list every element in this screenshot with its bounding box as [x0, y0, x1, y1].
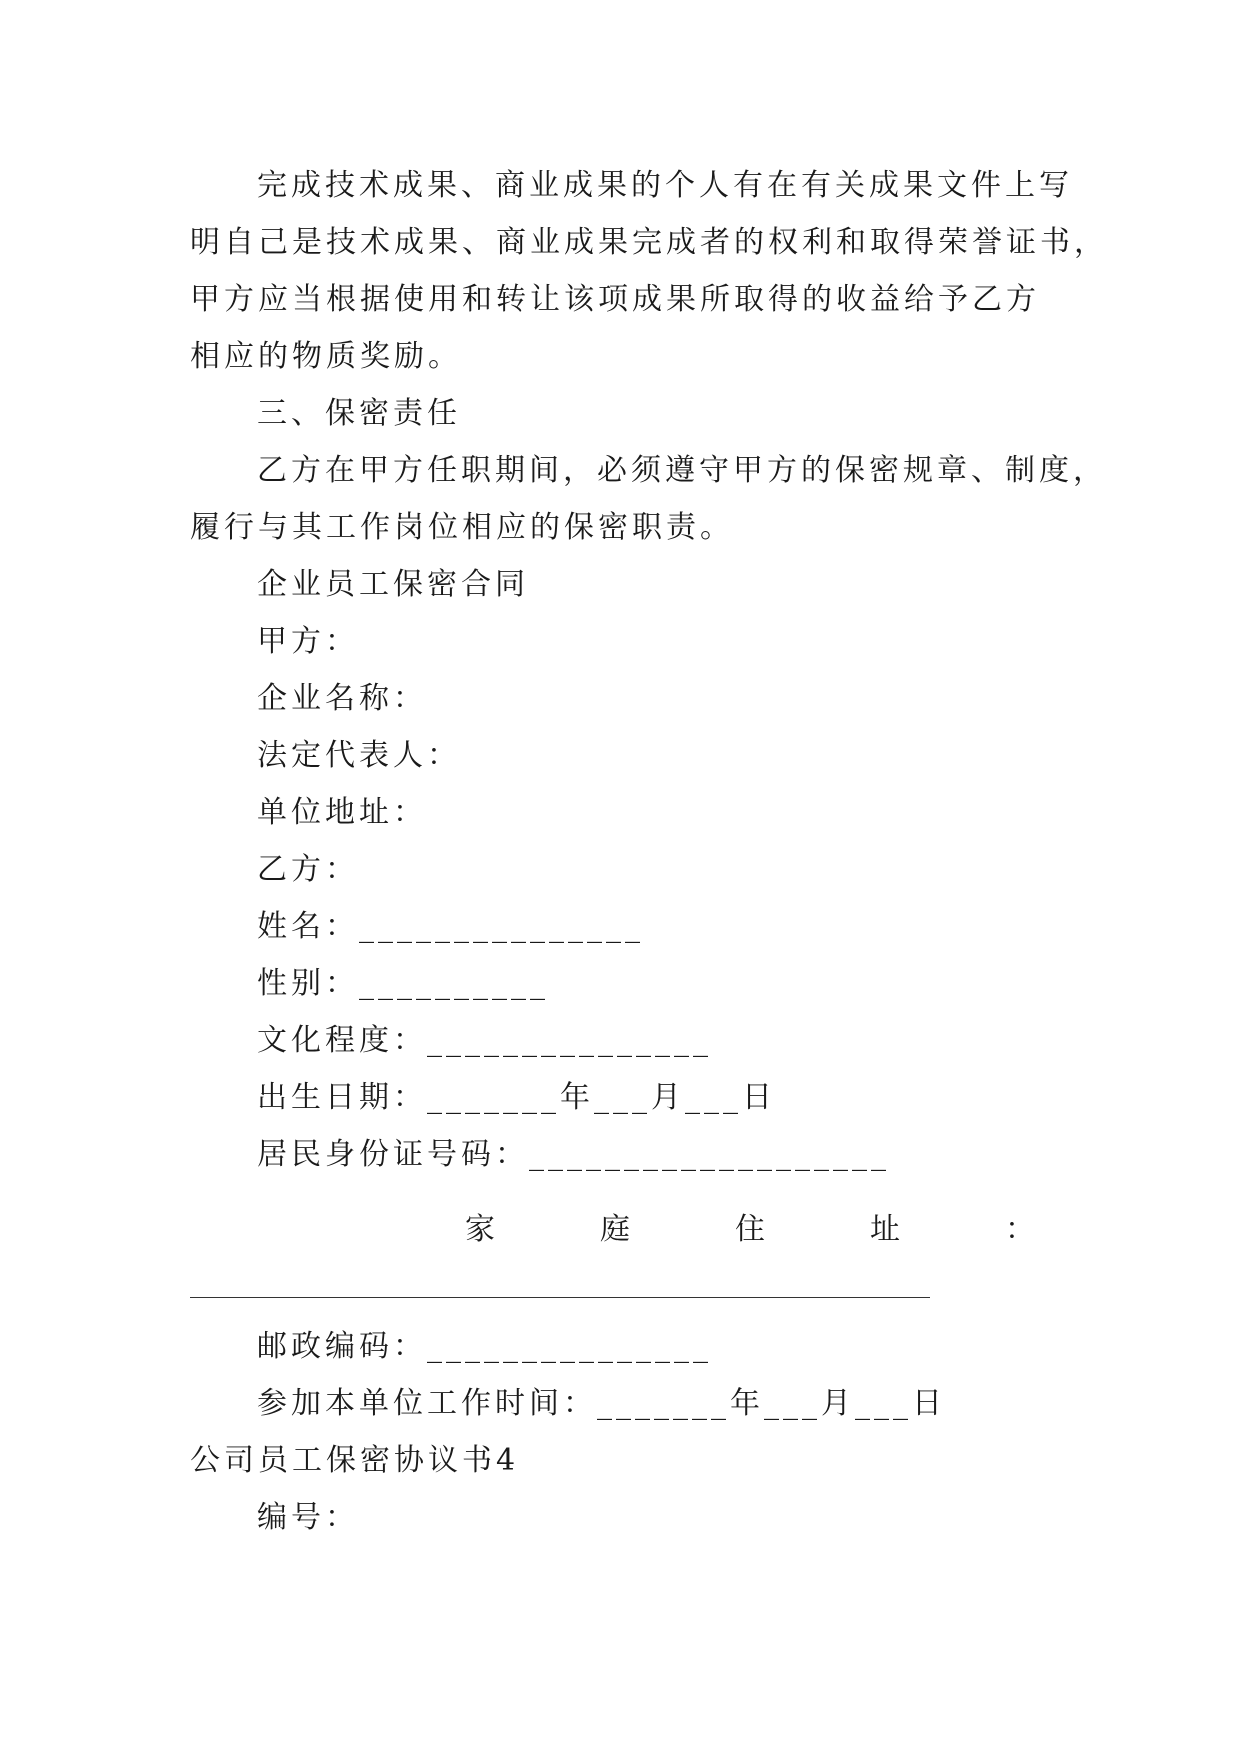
- home-address-blank-line: [190, 1297, 930, 1298]
- id-number-field: 居民身份证号码：___________________: [257, 1137, 890, 1172]
- agreement-number-label: 编号：: [257, 1500, 359, 1535]
- party-a-label: 甲方：: [257, 624, 359, 659]
- legal-representative-label: 法定代表人：: [257, 738, 461, 773]
- company-name-label: 企业名称：: [257, 681, 427, 716]
- home-address-char: ：: [1005, 1212, 1035, 1247]
- agreement-4-title: 公司员工保密协议书4: [190, 1443, 520, 1478]
- gender-field: 性别：__________: [257, 966, 549, 1001]
- home-address-char: 庭: [600, 1212, 630, 1247]
- achievement-paragraph-line-1: 完成技术成果、商业成果的个人有在有关成果文件上写: [257, 168, 1073, 203]
- home-address-label: [465, 1210, 1035, 1250]
- party-b-label: 乙方：: [257, 852, 359, 887]
- education-field: 文化程度：_______________: [257, 1023, 712, 1058]
- achievement-paragraph-line-2: 明自己是技术成果、商业成果完成者的权利和取得荣誉证书，: [190, 225, 1108, 260]
- postal-code-field: 邮政编码：_______________: [257, 1329, 712, 1364]
- section-heading-confidentiality: 三、保密责任: [257, 396, 461, 431]
- contract-title: 企业员工保密合同: [257, 567, 529, 602]
- name-field: 姓名：_______________: [257, 909, 644, 944]
- achievement-paragraph-line-4: 相应的物质奖励。: [190, 339, 462, 374]
- birth-date-field: 出生日期：_______年___月___日: [257, 1080, 776, 1115]
- achievement-paragraph-line-3: 甲方应当根据使用和转让该项成果所取得的收益给予乙方: [190, 282, 1040, 317]
- confidentiality-paragraph-line-1: 乙方在甲方任职期间，必须遵守甲方的保密规章、制度，: [257, 453, 1107, 488]
- home-address-char: 址: [870, 1212, 900, 1247]
- work-start-date-field: 参加本单位工作时间：_______年___月___日: [257, 1386, 946, 1421]
- home-address-char: 家: [465, 1212, 495, 1247]
- home-address-char: 住: [735, 1212, 765, 1247]
- confidentiality-paragraph-line-2: 履行与其工作岗位相应的保密职责。: [190, 510, 734, 545]
- company-address-label: 单位地址：: [257, 795, 427, 830]
